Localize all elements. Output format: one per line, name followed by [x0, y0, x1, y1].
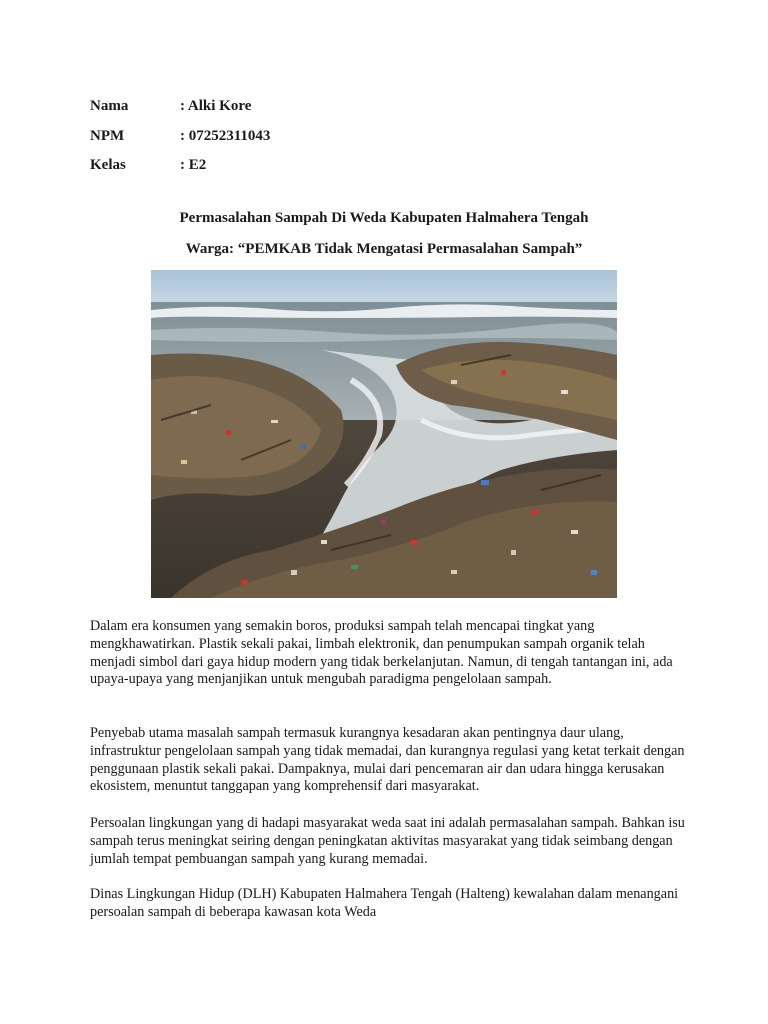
info-label: Nama: [90, 98, 129, 115]
info-row-kelas: [90, 151, 270, 181]
student-info: [90, 92, 270, 181]
paragraph-3: Persoalan lingkungan yang di hadapi masyarakat weda saat ini adalah permasalahan sampah. Bahkan isu sampah terus meningkat seiring dengan peningkatan aktivitas masyarakat yang tidak seimbang dengan jumlah tempat pembuangan sampah yang kurang memadai.: [90, 815, 685, 867]
info-value: : E2: [180, 157, 207, 174]
article-subtitle: Warga: “PEMKAB Tidak Mengatasi Permasalahan Sampah”: [185, 241, 583, 257]
paragraph-1: Dalam era konsumen yang semakin boros, produksi sampah telah mencapai tingkat yang mengkhawatirkan. Plastik sekali pakai, limbah elektronik, dan penumpukan sampah organik telah menjadi simbol dari gaya hidup modern yang tidak berkelanjutan. Namun, di tengah tantangan ini, ada upaya-upaya yang menjanjikan untuk mengubah paradigma pengelolaan sampah.: [90, 618, 673, 688]
info-row-npm: [90, 122, 270, 152]
paragraph-4: Dinas Lingkungan Hidup (DLH) Kabupaten Halmahera Tengah (Halteng) kewalahan dalam menangani persoalan sampah di beberapa kawasan kota Weda: [90, 886, 679, 920]
info-row-nama: [90, 92, 270, 122]
info-label: NPM: [90, 127, 125, 144]
info-value: : Alki Kore: [180, 98, 252, 115]
beach-trash-photo: [151, 270, 617, 598]
article-title: Permasalahan Sampah Di Weda Kabupaten Halmahera Tengah: [179, 210, 589, 226]
info-value: : 07252311043: [180, 127, 271, 144]
info-label: Kelas: [90, 157, 126, 174]
paragraph-2: Penyebab utama masalah sampah termasuk kurangnya kesadaran akan pentingnya daur ulang, infrastruktur pengelolaan sampah yang tidak memadai, dan kurangnya regulasi yang ketat terkait dengan penggunaan plastik sekali pakai. Dampaknya, mulai dari pencemaran air dan udara hingga kerusakan ekosistem, menuntut tanggapan yang komprehensif dari masyarakat.: [90, 725, 685, 795]
